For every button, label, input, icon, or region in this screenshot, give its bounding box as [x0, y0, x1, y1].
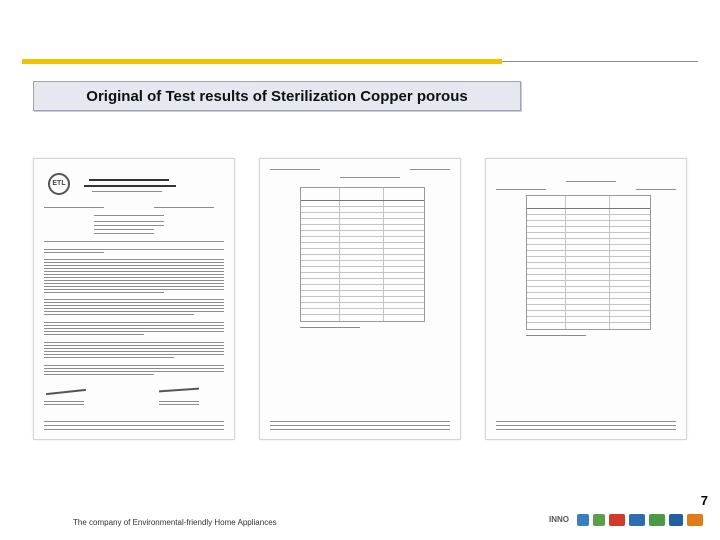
text-line: [44, 328, 224, 329]
cert-logo-icon: [687, 514, 703, 526]
text-line: [44, 308, 224, 309]
text-line: [270, 429, 450, 430]
text-line: [44, 305, 224, 306]
text-line: [44, 252, 104, 253]
document-page-1: [33, 158, 235, 440]
text-line: [44, 322, 224, 323]
text-line: [154, 207, 214, 208]
text-line: [496, 421, 676, 422]
text-line: [92, 191, 162, 192]
text-line: [44, 331, 224, 332]
accent-bar: [22, 59, 502, 64]
document-page-3: [485, 158, 687, 440]
text-line: [496, 429, 676, 430]
text-line: [44, 421, 224, 422]
cert-logo-icon: [649, 514, 665, 526]
text-line: [44, 286, 224, 287]
accent-rule: [502, 61, 698, 62]
text-line: [159, 404, 199, 405]
text-line: [44, 334, 144, 335]
text-line: [526, 335, 586, 336]
text-line: [44, 262, 224, 263]
text-line: [566, 181, 616, 182]
slide-title: Original of Test results of Sterilization Copper porous: [86, 88, 468, 105]
text-line: [44, 265, 224, 266]
report-heading-line: [84, 185, 176, 187]
cert-logo-icon: [577, 514, 589, 526]
text-line: [44, 342, 224, 343]
text-line: [94, 221, 164, 222]
signature-mark: [46, 389, 86, 395]
brand-logos: [545, 510, 715, 532]
text-line: [44, 354, 224, 355]
cert-logo-icon: [669, 514, 683, 526]
cert-logo-icon: [629, 514, 645, 526]
text-line: [44, 289, 224, 290]
text-line: [410, 169, 450, 170]
text-line: [44, 292, 164, 293]
text-line: [496, 189, 546, 190]
text-line: [44, 207, 104, 208]
text-line: [44, 314, 194, 315]
text-line: [44, 371, 224, 372]
text-line: [44, 280, 224, 281]
brand-logo-text: INNO: [549, 515, 569, 524]
text-line: [44, 241, 224, 242]
text-line: [44, 351, 224, 352]
cert-logo-icon: [609, 514, 625, 526]
text-line: [44, 268, 224, 269]
results-table: [300, 187, 425, 322]
text-line: [94, 229, 154, 230]
text-line: [44, 374, 154, 375]
etl-logo-icon: ETL: [48, 173, 70, 195]
text-line: [44, 401, 84, 402]
page-number: 7: [700, 493, 708, 508]
text-line: [159, 401, 199, 402]
text-line: [340, 177, 400, 178]
report-heading-line: [89, 179, 169, 181]
text-line: [94, 215, 164, 216]
text-line: [44, 311, 224, 312]
text-line: [94, 225, 164, 226]
text-line: [44, 357, 174, 358]
text-line: [44, 277, 224, 278]
text-line: [270, 425, 450, 426]
text-line: [44, 302, 224, 303]
text-line: [44, 274, 224, 275]
title-box: [33, 81, 521, 111]
text-line: [44, 271, 224, 272]
text-line: [496, 425, 676, 426]
text-line: [300, 327, 360, 328]
text-line: [44, 348, 224, 349]
footer-tagline: The company of Environmental-friendly Home Appliances: [73, 518, 277, 527]
text-line: [44, 283, 224, 284]
text-line: [94, 233, 154, 234]
text-line: [44, 299, 224, 300]
text-line: [44, 249, 224, 250]
text-line: [44, 404, 84, 405]
text-line: [44, 365, 224, 366]
text-line: [44, 325, 224, 326]
text-line: [44, 429, 224, 430]
results-table: [526, 195, 651, 330]
text-line: [636, 189, 676, 190]
signature-mark: [159, 388, 199, 393]
document-page-2: [259, 158, 461, 440]
text-line: [270, 169, 320, 170]
text-line: [44, 259, 224, 260]
text-line: [44, 425, 224, 426]
text-line: [270, 421, 450, 422]
text-line: [44, 345, 224, 346]
text-line: [44, 368, 224, 369]
cert-logo-icon: [593, 514, 605, 526]
